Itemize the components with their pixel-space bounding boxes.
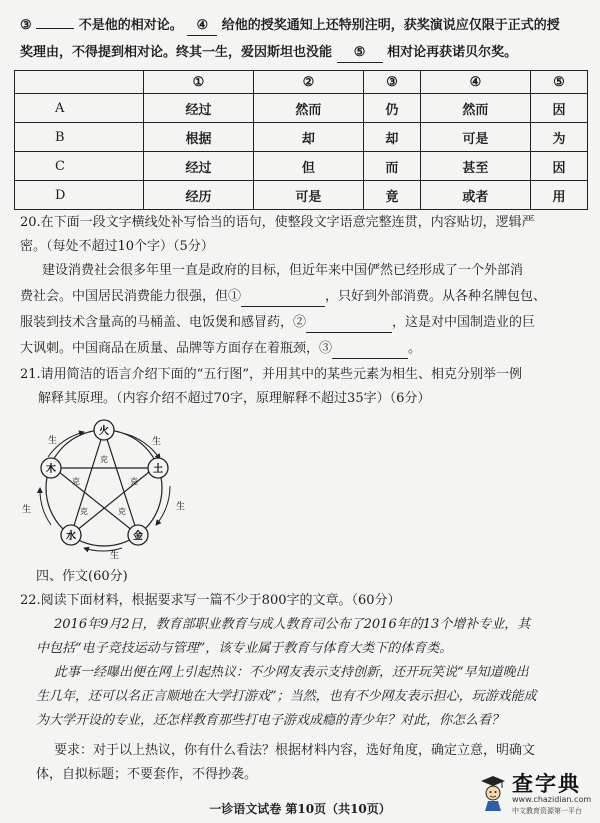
table-cell: 因: [530, 94, 587, 123]
material-line-2: 中包括“电子竞技运动与管理”，该专业属于教育与体育大类下的体育类。: [36, 641, 453, 656]
answer-blank-3: [332, 340, 408, 359]
element-node-water: [61, 525, 81, 545]
requirement-line-2: 体，自拟标题；不要套作，不得抄袭。: [36, 767, 258, 782]
q20-text: ，只好到外部消费。从各种名牌包包、: [325, 289, 547, 304]
table-cell: 因: [530, 152, 587, 181]
element-node-wood: [41, 458, 61, 478]
table-cell: 用: [530, 181, 587, 210]
section-title: 四、作文(60分): [36, 569, 128, 584]
table-cell: 但: [253, 152, 363, 181]
passage-line-1: [20, 17, 560, 36]
material-line-5: 为大学开设的专业，还怎样教育那些打电子游戏成瘾的青少年？对此，你怎么看？: [36, 713, 505, 728]
five-elements-diagram: [18, 410, 190, 560]
answer-blank-1: [241, 288, 325, 307]
table-cell: 经历: [144, 181, 254, 210]
table-cell: 为: [530, 123, 587, 152]
q20-text-line-2: [20, 288, 546, 307]
q20-text: ，这是对中国制造业的巨: [392, 315, 536, 330]
element-node-fire: [94, 420, 114, 440]
passage-text: 给他的授奖通知上还特别注明，获奖演说应仅限于正式的授: [221, 18, 560, 33]
element-label: 土: [153, 464, 163, 475]
blank-number: ④: [187, 17, 217, 36]
answer-blank-2: [306, 314, 392, 333]
ke-label: 克: [80, 507, 88, 516]
option-letter: C: [15, 152, 144, 181]
passage-line-2: [20, 44, 517, 63]
element-label: 金: [133, 531, 143, 542]
table-cell: 却: [363, 123, 420, 152]
option-letter: D: [15, 181, 144, 210]
watermark-name: 查字典: [512, 772, 581, 796]
sheng-label: 生: [152, 436, 162, 446]
q20-text: 服装到技术含量高的马桶盖、电饭煲和感冒药，②: [20, 315, 307, 330]
watermark-url: www.chazidian.com: [512, 795, 592, 804]
sheng-label: 生: [176, 501, 186, 511]
q22-prompt: 22.阅读下面材料，根据要求写一篇不少于800字的文章。（60分）: [20, 593, 401, 608]
q21-prompt-line-2: 解释其原理。（内容介绍不超过70字，原理解释不超过35字）（6分）: [38, 391, 431, 406]
table-cell: 经过: [144, 152, 254, 181]
passage-text: 相对论再获诺贝尔奖。: [387, 45, 518, 60]
table-cell: 可是: [253, 181, 363, 210]
sheng-arrow: [156, 486, 170, 525]
table-header-cell: ①: [144, 71, 254, 94]
table-cell: 根据: [144, 123, 254, 152]
table-cell: 却: [253, 123, 363, 152]
table-header-cell: ②: [253, 71, 363, 94]
watermark-tagline: 中文教育资源第一平台: [512, 807, 582, 815]
sheng-label: 生: [48, 435, 58, 445]
blank-number: ⑤: [337, 44, 383, 63]
table-cell: 而: [363, 152, 420, 181]
q20-prompt-line-2: 密。（每处不超过10个字）（5分）: [20, 239, 214, 254]
table-cell: 经过: [144, 94, 254, 123]
sheng-label: 生: [110, 550, 120, 560]
ke-label: 克: [72, 477, 80, 486]
q20-text-line-4: [20, 340, 421, 359]
ke-label: 克: [130, 477, 138, 486]
blank-number: ③: [20, 18, 32, 33]
table-row: [15, 123, 588, 152]
ke-star-lines: [54, 430, 154, 535]
table-cell: 甚至: [420, 152, 530, 181]
q21-prompt-line-1: 21.请用简洁的语言介绍下面的“五行图”，并用其中的某些元素为相生、相克分别举一例: [20, 367, 522, 382]
table-cell: [15, 71, 144, 94]
table-row: [15, 181, 588, 210]
table-cell: 然而: [253, 94, 363, 123]
table-cell: 或者: [420, 181, 530, 210]
material-line-3: 此事一经曝出便在网上引起热议：不少网友表示支持创新，还开玩笑说“早知道晚出: [54, 665, 529, 680]
ke-label: 克: [118, 507, 126, 516]
table-cell: 竟: [363, 181, 420, 210]
requirement-line-1: 要求：对于以上热议，你有什么看法？根据材料内容，选好角度，确定立意，明确文: [54, 743, 536, 758]
q20-text: 大讽刺。中国商品在质量、品牌等方面存在着瓶颈，③: [20, 341, 333, 356]
watermark-logo: [478, 768, 596, 820]
q20-text: 。: [408, 341, 422, 356]
element-label: 木: [46, 464, 56, 475]
table-row: [15, 94, 588, 123]
graduate-mascot-icon: [480, 774, 506, 812]
table-header-cell: ⑤: [530, 71, 587, 94]
option-letter: A: [15, 94, 144, 123]
table-header-row: [15, 71, 588, 94]
passage-text: 奖理由，不得提到相对论。终其一生，爱因斯坦也没能: [20, 45, 333, 60]
passage-text: 不是他的相对论。: [78, 18, 183, 33]
page-footer: 一诊语文试卷 第10页（共10页）: [209, 802, 391, 816]
q20-prompt-line-1: 20.在下面一段文字横线处补写恰当的语句，使整段文字语意完整连贯，内容贴切，逻辑严: [20, 215, 535, 230]
ke-label: 克: [100, 455, 108, 464]
table-header-cell: ④: [420, 71, 530, 94]
element-node-metal: [128, 525, 148, 545]
material-line-4: 生几年，还可以名正言顺地在大学打游戏”；当然，也有不少网友表示担心，玩游戏能成: [36, 689, 537, 704]
table-cell: 然而: [420, 94, 530, 123]
answer-blank: [36, 28, 74, 29]
sheng-label: 生: [22, 504, 32, 514]
table-cell: 仍: [363, 94, 420, 123]
table-header-cell: ③: [363, 71, 420, 94]
q20-text-line-3: [20, 314, 535, 333]
material-line-1: 2016年9月2日，教育部职业教育与成人教育司公布了2016年的13个增补专业，其: [54, 617, 531, 632]
element-label: 火: [99, 426, 109, 437]
options-table: [14, 70, 588, 210]
element-label: 水: [66, 531, 76, 542]
option-letter: B: [15, 123, 144, 152]
q20-text: 费社会。中国居民消费能力很强，但①: [20, 289, 242, 304]
element-node-earth: [148, 458, 168, 478]
q20-text-line-1: 建设消费社会很多年里一直是政府的目标，但近年来中国俨然已经形成了一个外部消: [42, 263, 524, 278]
table-cell: 可是: [420, 123, 530, 152]
table-row: [15, 152, 588, 181]
